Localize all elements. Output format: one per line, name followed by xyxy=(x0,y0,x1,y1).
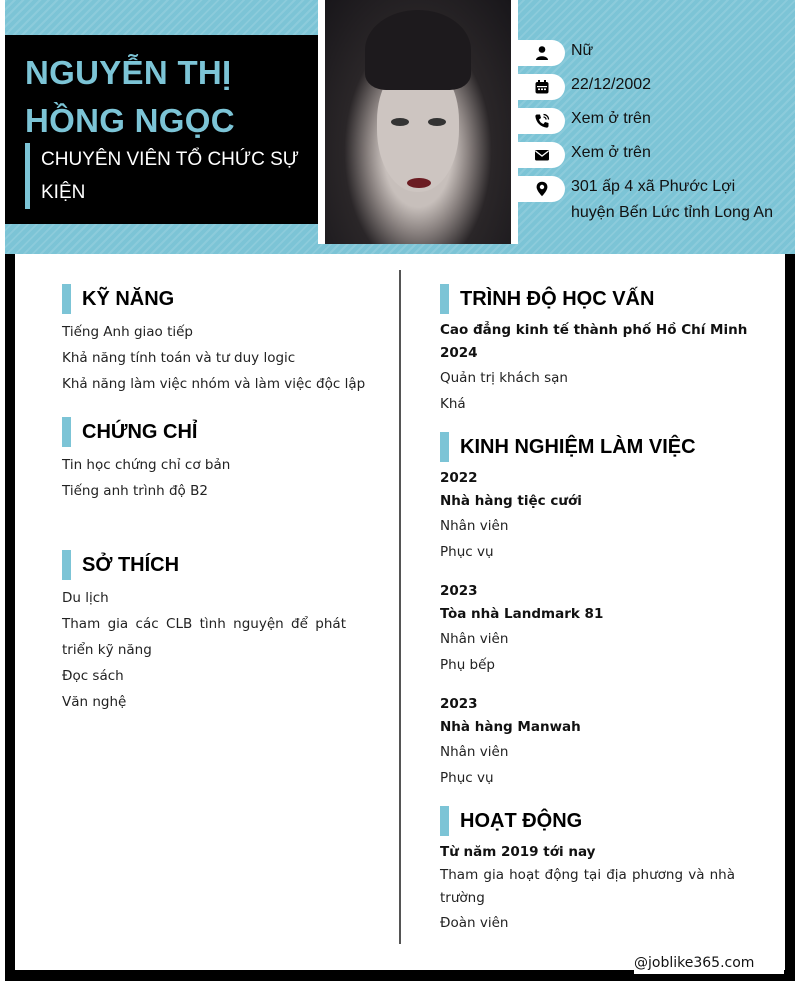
phone-icon xyxy=(518,108,565,134)
job-position: Nhân viên xyxy=(440,744,509,760)
candidate-name xyxy=(25,49,315,145)
column-divider xyxy=(399,270,401,944)
education-title: TRÌNH ĐỘ HỌC VẤN xyxy=(440,284,654,314)
birthday-value: 22/12/2002 xyxy=(571,76,652,93)
job-company: Nhà hàng tiệc cưới xyxy=(440,493,582,509)
skills-title: KỸ NĂNG xyxy=(62,284,174,314)
hobby-item: Du lịch xyxy=(62,590,109,606)
email-value: Xem ở trên xyxy=(571,144,651,161)
job-title: CHUYÊN VIÊN TỔ CHỨC SỰ KIỆN xyxy=(25,143,311,209)
address-value: 301 ấp 4 xã Phước Lợi huyện Bến Lức tỉnh Long An xyxy=(571,178,773,221)
certificates-title: CHỨNG CHỈ xyxy=(62,417,197,447)
job-year: 2023 xyxy=(440,696,478,712)
contact-gender xyxy=(518,38,790,66)
location-pin-icon xyxy=(518,176,565,202)
name-line-2: HỒNG NGỌC xyxy=(25,102,235,139)
job-position: Nhân viên xyxy=(440,631,509,647)
job-year: 2023 xyxy=(440,583,478,599)
hobbies-title: SỞ THÍCH xyxy=(62,550,179,580)
job-position: Nhân viên xyxy=(440,518,509,534)
watermark: @joblike365.com xyxy=(634,952,784,974)
skill-item: Khả năng làm việc nhóm và làm việc độc lập xyxy=(62,376,366,392)
calendar-icon xyxy=(518,74,565,100)
hobby-item: Văn nghệ xyxy=(62,694,127,710)
mail-icon xyxy=(518,142,565,168)
gender-value: Nữ xyxy=(571,42,594,59)
contact-email xyxy=(518,140,790,168)
certificate-item: Tiếng anh trình độ B2 xyxy=(62,483,208,499)
photo-eye-right xyxy=(428,118,446,126)
activities-title: HOẠT ĐỘNG xyxy=(440,806,582,836)
experience-title: KINH NGHIỆM LÀM VIỆC xyxy=(440,432,696,462)
hobby-item: Tham gia các CLB tình nguyện để phát triển kỹ năng xyxy=(62,616,346,658)
frame-right-border xyxy=(785,254,795,981)
skill-item: Khả năng tính toán và tư duy logic xyxy=(62,350,296,366)
activity-period: Từ năm 2019 tới nay xyxy=(440,844,596,860)
job-company: Nhà hàng Manwah xyxy=(440,719,581,735)
job-description: Phụ bếp xyxy=(440,657,495,673)
job-description: Phục vụ xyxy=(440,544,494,560)
skill-item: Tiếng Anh giao tiếp xyxy=(62,324,194,340)
education-school: Cao đẳng kinh tế thành phố Hồ Chí Minh xyxy=(440,322,748,338)
contact-phone xyxy=(518,106,790,134)
job-company: Tòa nhà Landmark 81 xyxy=(440,606,604,622)
job-year: 2022 xyxy=(440,470,478,486)
job-description: Phục vụ xyxy=(440,770,494,786)
hobby-item: Đọc sách xyxy=(62,668,124,684)
photo-hair xyxy=(365,10,471,90)
photo-lips xyxy=(407,178,431,188)
contact-address xyxy=(518,174,790,226)
contact-birthday xyxy=(518,72,790,100)
name-line-1: NGUYỄN THỊ xyxy=(25,54,232,91)
education-major: Quản trị khách sạn xyxy=(440,370,568,386)
phone-value: Xem ở trên xyxy=(571,110,651,127)
photo-eye-left xyxy=(391,118,409,126)
frame-left-border xyxy=(5,254,15,981)
education-grade: Khá xyxy=(440,396,466,412)
certificate-item: Tin học chứng chỉ cơ bản xyxy=(62,457,231,473)
name-box xyxy=(5,35,318,224)
activity-role: Đoàn viên xyxy=(440,915,509,931)
activity-description: Tham gia hoạt động tại địa phương và nhà trường xyxy=(440,867,735,906)
profile-photo xyxy=(325,0,511,244)
profile-photo-frame xyxy=(318,0,518,244)
person-icon xyxy=(518,40,565,66)
education-year: 2024 xyxy=(440,345,478,361)
